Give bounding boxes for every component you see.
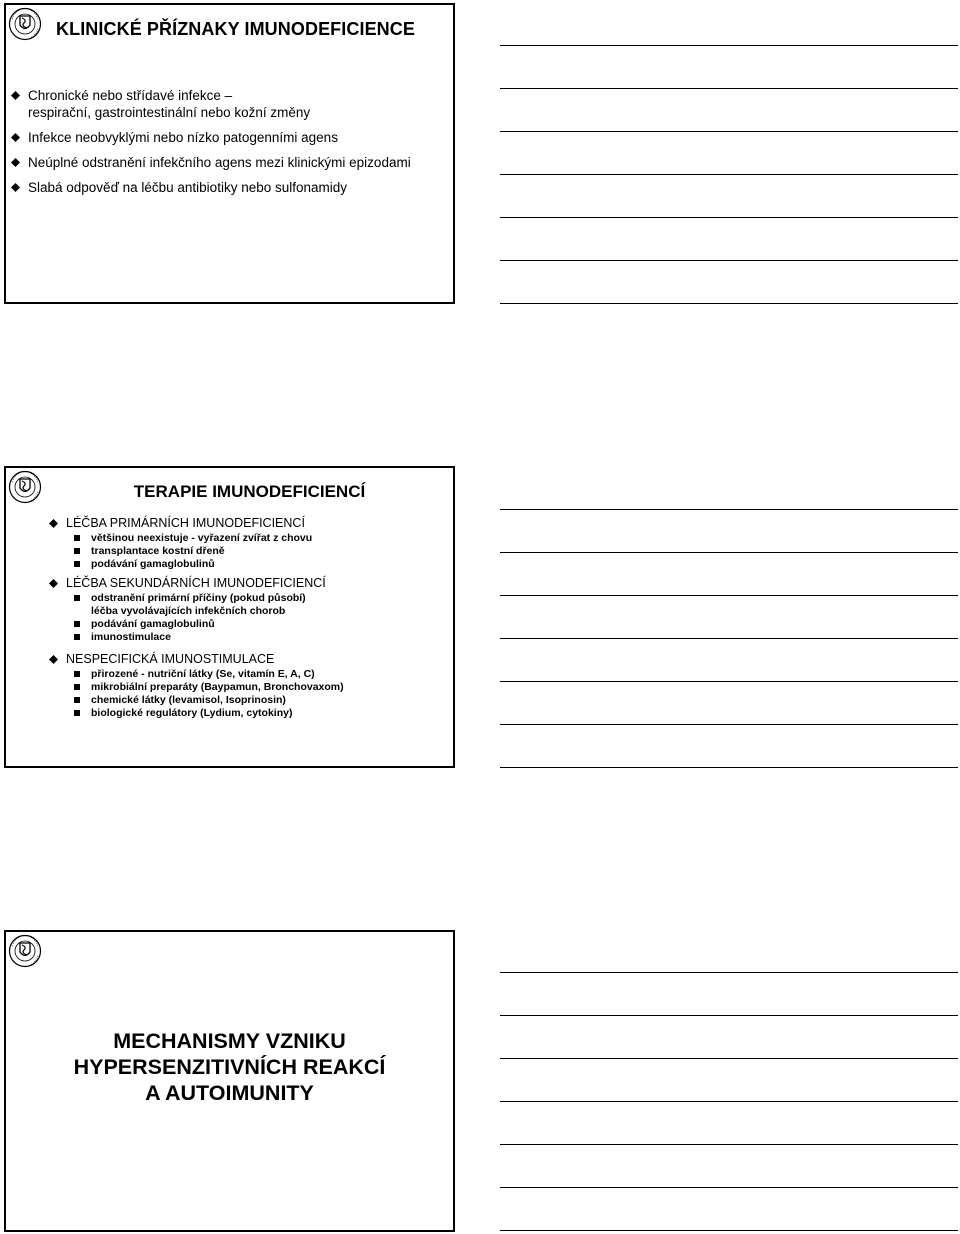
list-item-text: Chronické nebo střídavé infekce – — [28, 88, 233, 103]
list-item-text: Infekce neobvyklými nebo nízko patogenními agens — [28, 130, 338, 145]
square-bullet-icon — [74, 621, 80, 627]
diamond-bullet-icon — [11, 91, 20, 100]
list-item: chemické látky (levamisol, Isoprinosin) — [66, 694, 449, 707]
note-line — [500, 88, 958, 89]
note-line — [500, 767, 958, 768]
list-item-text: Slabá odpověď na léčbu antibiotiky nebo sulfonamidy — [28, 180, 348, 195]
slide-1 — [4, 3, 455, 304]
university-seal-logo — [8, 934, 42, 968]
square-bullet-icon — [74, 561, 80, 567]
list-item — [8, 87, 448, 121]
square-bullet-icon — [74, 684, 80, 690]
list-item: přirozené - nutriční látky (Se, vitamín E, A, C) — [66, 668, 449, 681]
diamond-bullet-icon — [49, 519, 58, 528]
list-item-text: respirační, gastrointestinální nebo kožní změny — [28, 105, 311, 120]
note-line — [500, 131, 958, 132]
section-list — [49, 516, 449, 725]
note-line — [500, 724, 958, 725]
note-line — [500, 1187, 958, 1188]
list-item: léčba vyvolávajících infekčních chorob — [91, 605, 286, 617]
square-bullet-icon — [74, 535, 80, 541]
note-line — [500, 638, 958, 639]
square-bullet-icon — [74, 710, 80, 716]
bullet-list — [8, 87, 448, 204]
list-item: mikrobiální preparáty (Baypamun, Bronchovaxom) — [66, 681, 449, 694]
diamond-bullet-icon — [49, 579, 58, 588]
list-item — [8, 129, 448, 146]
sub-list — [66, 668, 449, 720]
square-bullet-icon — [74, 595, 80, 601]
sub-list — [66, 532, 449, 571]
note-line — [500, 174, 958, 175]
note-line — [500, 303, 958, 304]
section-heading: LÉČBA SEKUNDÁRNÍCH IMUNODEFICIENCÍ odstranění primární příčiny (pokud působí) léčba vyvolávajících infekčních chorob podávání gamaglobulinů imunostimulace — [49, 576, 449, 644]
list-item: transplantace kostní dřeně — [66, 545, 449, 558]
slide-2 — [4, 466, 455, 768]
note-line — [500, 260, 958, 261]
square-bullet-icon — [74, 697, 80, 703]
note-line — [500, 1101, 958, 1102]
diamond-bullet-icon — [49, 655, 58, 664]
note-line — [500, 1230, 958, 1231]
university-seal-logo — [8, 7, 42, 41]
note-line — [500, 681, 958, 682]
note-line — [500, 509, 958, 510]
note-line — [500, 972, 958, 973]
list-item-text: Neúplné odstranění infekčního agens mezi klinickými epizodami — [28, 155, 411, 170]
slide-title: MECHANISMY VZNIKU HYPERSENZITIVNÍCH REAKCÍ A AUTOIMUNITY — [73, 1029, 386, 1105]
diamond-bullet-icon — [11, 158, 20, 167]
list-item: imunostimulace — [66, 631, 449, 644]
list-item: biologické regulátory (Lydium, cytokiny) — [66, 707, 449, 720]
section-heading: LÉČBA PRIMÁRNÍCH IMUNODEFICIENCÍ většinou neexistuje - vyřazení zvířat z chovu transplantace kostní dřeně podávání gamaglobulinů — [49, 516, 449, 571]
list-item: většinou neexistuje - vyřazení zvířat z chovu — [66, 532, 449, 545]
note-line — [500, 1015, 958, 1016]
note-line — [500, 552, 958, 553]
slide-title: KLINICKÉ PŘÍZNAKY IMUNODEFICIENCE — [56, 19, 415, 39]
list-item: podávání gamaglobulinů — [66, 558, 449, 571]
note-line — [500, 1058, 958, 1059]
square-bullet-icon — [74, 634, 80, 640]
note-line — [500, 595, 958, 596]
list-item — [8, 179, 448, 196]
square-bullet-icon — [74, 671, 80, 677]
slide-3 — [4, 930, 455, 1232]
note-line — [500, 1144, 958, 1145]
slide-title: TERAPIE IMUNODEFICIENCÍ — [133, 482, 366, 501]
list-item: podávání gamaglobulinů — [66, 618, 449, 631]
list-item — [8, 154, 448, 171]
diamond-bullet-icon — [11, 133, 20, 142]
note-line — [500, 217, 958, 218]
list-item: odstranění primární příčiny (pokud působí) — [66, 592, 449, 605]
sub-list — [66, 592, 449, 644]
section-heading: NESPECIFICKÁ IMUNOSTIMULACE přirozené - nutriční látky (Se, vitamín E, A, C) mikrobiální preparáty (Baypamun, Bronchovaxom) chemické látky (levamisol, Isoprinosin) biologické regulátory (Lydium, cytokiny) — [49, 652, 449, 720]
note-line — [500, 45, 958, 46]
diamond-bullet-icon — [11, 183, 20, 192]
square-bullet-icon — [74, 548, 80, 554]
